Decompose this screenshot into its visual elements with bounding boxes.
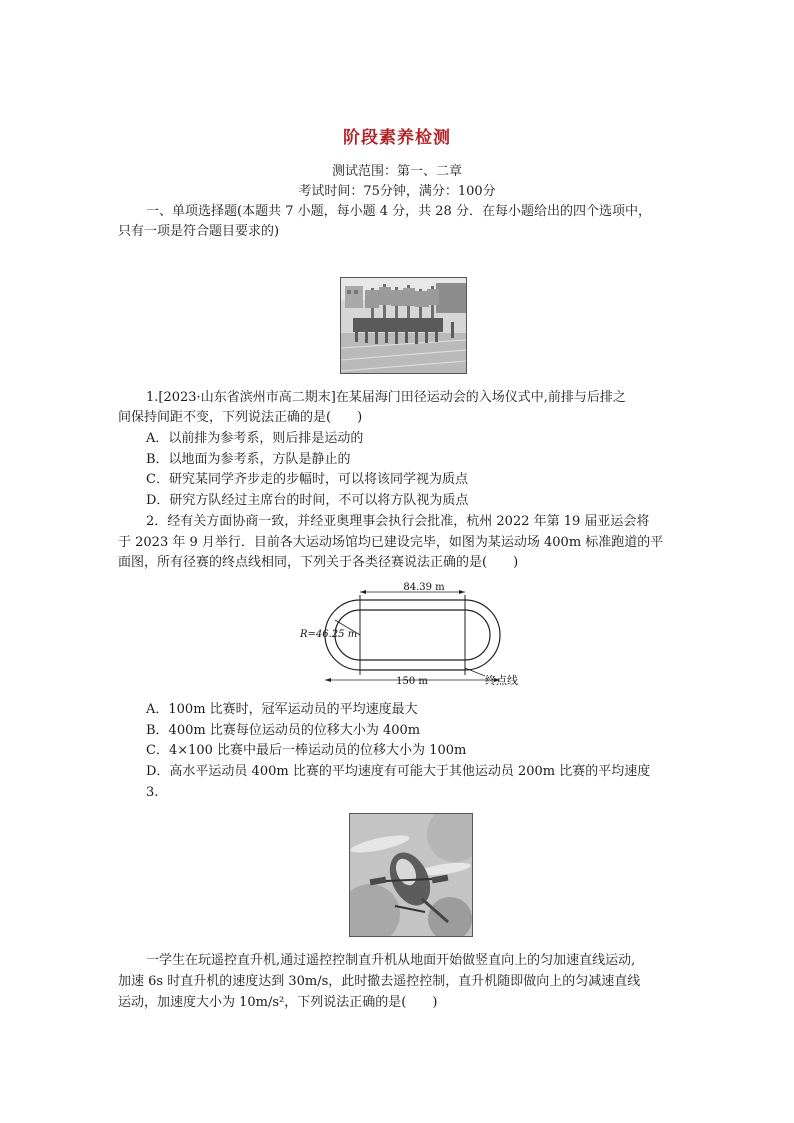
q2-option-c: C．4×100 比赛中最后一棒运动员的位移大小为 100m — [146, 743, 467, 758]
exam-info: 考试时间：75分钟，满分：100分 — [298, 184, 496, 199]
radius-label: R=46.25 m — [300, 629, 358, 640]
parade-photo — [340, 277, 467, 374]
q1-option-b: B．以地面为参考系，方队是静止的 — [146, 452, 351, 467]
q2-option-d: D．高水平运动员 400m 比赛的平均速度有可能大于其他运动员 200m 比赛的平均速度 — [146, 764, 651, 779]
q1-stem-line1: 1.[2023·山东省滨州市高二期末]在某届海门田径运动会的入场仪式中,前排与后排之 — [146, 390, 626, 405]
q3-stem-line1: 一学生在玩遥控直升机,通过遥控控制直升机从地面开始做竖直向上的匀加速直线运动, — [146, 953, 636, 968]
q3-number: 3. — [146, 785, 159, 800]
test-scope: 测试范围：第一、二章 — [331, 164, 462, 179]
q1-option-d: D．研究方队经过主席台的时间，不可以将方队视为质点 — [146, 493, 469, 508]
q2-stem-line1: 2．经有关方面协商一致，并经亚奥理事会执行会批准，杭州 2022 年第 19 届亚运会将 — [146, 514, 650, 529]
helicopter-photo — [349, 813, 473, 937]
q2-option-b: B．400m 比赛每位运动员的位移大小为 400m — [146, 723, 421, 738]
q2-option-a: A．100m 比赛时，冠军运动员的平均速度最大 — [146, 702, 418, 717]
q3-stem-line2: 加速 6s 时直升机的速度达到 30m/s，此时撤去遥控控制，直升机随即做向上的匀减速直线 — [118, 974, 641, 989]
q3-stem-line3: 运动，加速度大小为 10m/s²，下列说法正确的是( ) — [118, 995, 438, 1010]
section-heading-line2: 只有一项是符合题目要求的) — [118, 224, 280, 239]
page-title: 阶段素养检测 — [343, 128, 451, 148]
q1-stem-line2: 间保持间距不变，下列说法正确的是( ) — [118, 410, 363, 425]
track-diagram — [295, 580, 535, 690]
bottom-dimension: 150 m — [396, 676, 428, 687]
section-heading-line1: 一、单项选择题(本题共 7 小题，每小题 4 分，共 28 分．在每小题给出的四个选项中， — [146, 204, 651, 219]
q2-stem-line3: 面图，所有径赛的终点线相同，下列关于各类径赛说法正确的是( ) — [118, 555, 519, 570]
top-dimension: 84.39 m — [403, 582, 445, 593]
finish-line-label: 终点线 — [485, 674, 518, 687]
q1-option-a: A．以前排为参考系，则后排是运动的 — [146, 431, 364, 446]
q2-stem-line2: 于 2023 年 9 月举行．目前各大运动场馆均已建设完毕，如图为某运动场 400m 标准跑道的平 — [118, 535, 664, 550]
q1-option-c: C．研究某同学齐步走的步幅时，可以将该同学视为质点 — [146, 472, 468, 487]
